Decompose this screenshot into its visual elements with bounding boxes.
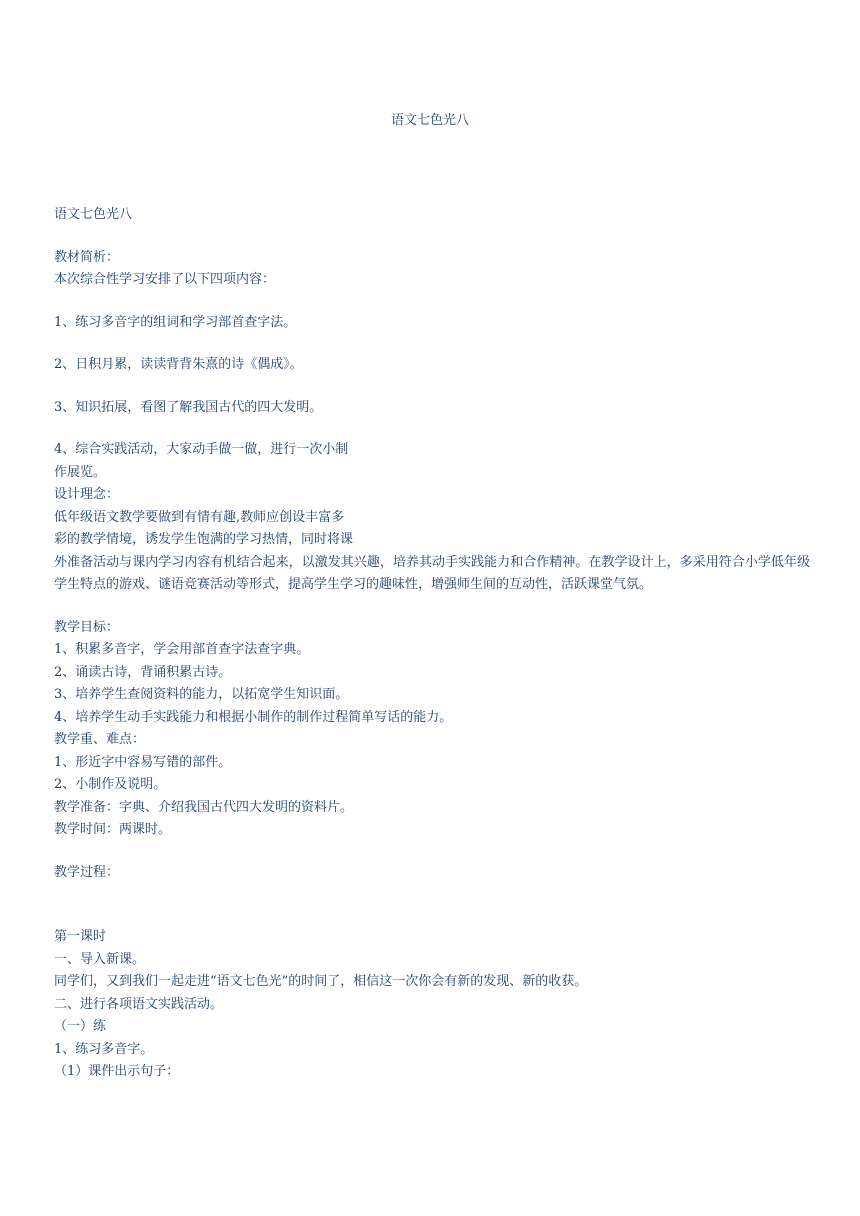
content-item-1: 1、练习多音字的组词和学习部首查字法。 <box>54 314 297 330</box>
key-item-1: 1、形近字中容易写错的部件。 <box>54 754 232 770</box>
time-text: 教学时间：两课时。 <box>54 822 172 837</box>
intro-heading: 教材简析： <box>54 249 120 265</box>
section-heading: 语文七色光八 <box>54 207 133 222</box>
spacer <box>54 842 810 862</box>
design-paragraph: 外准备活动与课内学习内容有机结合起来，以激发其兴趣，培养其动手实践能力和合作精神。在教学设计上，多采用符合小学低年级学生特点的游戏、谜语竞赛活动等形式，提高学生学习的趣味性，增强师生间的互动性，活跃课堂气氛。 <box>54 554 810 592</box>
design-line-1: 低年级语文教学要做到有情有趣,教师应创设丰富多 <box>54 509 345 525</box>
spacer <box>54 419 810 439</box>
lesson-line-6: （1）课件出示句子： <box>54 1064 180 1079</box>
spacer <box>54 377 810 397</box>
content-item-2: 2、日积月累，读读背背朱熹的诗《偶成》。 <box>54 357 303 372</box>
content-item-3: 3、知识拓展，看图了解我国古代的四大发明。 <box>54 399 323 415</box>
document-title: 语文七色光八 <box>390 113 469 128</box>
spacer <box>54 292 810 312</box>
design-line-2: 彩的教学情境，诱发学生饱满的学习热情，同时将课 <box>54 532 354 547</box>
content-item-4-tail: 作展览。 <box>54 464 107 480</box>
key-heading: 教学重、难点： <box>54 732 146 747</box>
prep-text: 教学准备：字典、介绍我国古代四大发明的资料片。 <box>54 799 354 815</box>
spacer <box>54 334 810 354</box>
lesson-line-4: （一）练 <box>54 1019 107 1034</box>
spacer <box>54 884 810 926</box>
lesson-line-5: 1、练习多音字。 <box>54 1041 154 1057</box>
key-item-2: 2、小制作及说明。 <box>54 777 167 792</box>
intro-text: 本次综合性学习安排了以下四项内容： <box>54 272 276 287</box>
lesson-line-3: 二、进行各项语文实践活动。 <box>54 996 224 1012</box>
goal-item-2: 2、诵读古诗，背诵积累古诗。 <box>54 664 232 680</box>
spacer <box>54 227 810 247</box>
lesson-line-1: 一、导入新课。 <box>54 951 146 967</box>
lesson-heading: 第一课时 <box>54 929 107 944</box>
lesson-line-2: 同学们，又到我们一起走进“语文七色光”的时间了，相信这一次你会有新的发现、新的收获。 <box>54 974 588 989</box>
document-body <box>54 204 810 1084</box>
design-heading: 设计理念： <box>54 487 120 502</box>
goal-item-3: 3、培养学生查阅资料的能力，以拓宽学生知识面。 <box>54 687 349 702</box>
goal-item-1: 1、积累多音字，学会用部首查字法查字典。 <box>54 642 310 657</box>
process-heading: 教学过程： <box>54 864 120 880</box>
spacer <box>54 597 810 617</box>
goal-item-4: 4、培养学生动手实践能力和根据小制作的制作过程简单写话的能力。 <box>54 709 453 725</box>
content-item-4: 4、综合实践活动，大家动手做一做，进行一次小制 <box>54 442 349 457</box>
goals-heading: 教学目标： <box>54 619 120 635</box>
